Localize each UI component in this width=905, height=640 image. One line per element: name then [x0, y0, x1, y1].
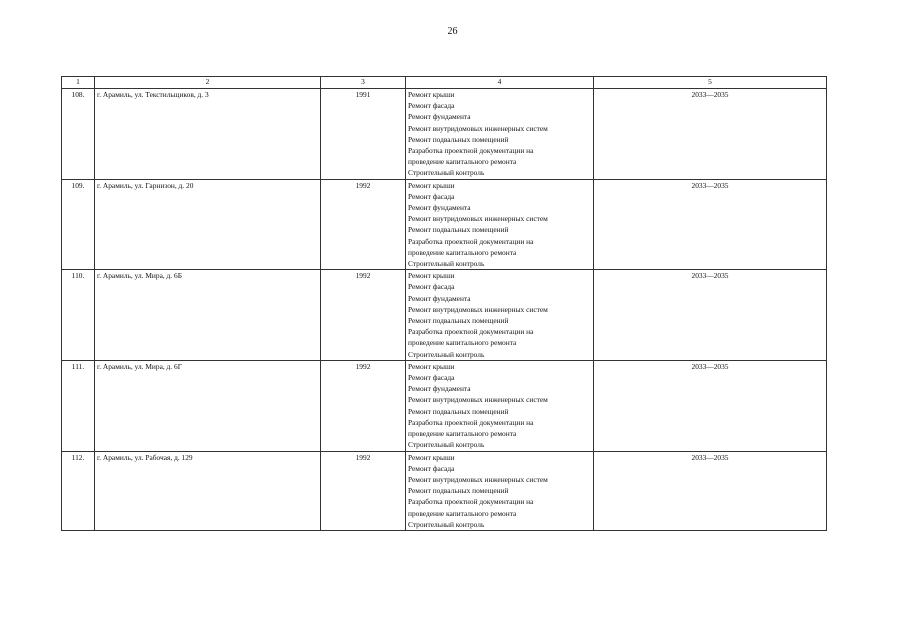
- row-address: г. Арамиль, ул. Гарнизон, д. 20: [95, 179, 321, 270]
- work-item: Ремонт крыши: [408, 361, 455, 371]
- row-year: 1992: [321, 179, 406, 270]
- work-item: Ремонт фасада: [408, 373, 455, 383]
- work-item: проведение капитального ремонта: [408, 508, 517, 518]
- work-item: Ремонт подвальных помещений: [408, 486, 509, 496]
- table-row: [62, 360, 827, 451]
- table-header: [62, 77, 827, 89]
- header-col-5: 5: [594, 77, 827, 89]
- work-item: Ремонт подвальных помещений: [408, 134, 509, 144]
- row-period: 2033—2035: [594, 360, 827, 451]
- row-number: 108.: [62, 89, 95, 180]
- work-item: Ремонт крыши: [408, 90, 455, 99]
- work-item: Разработка проектной документации на: [408, 236, 534, 246]
- row-period: 2033—2035: [594, 451, 827, 530]
- work-item: Разработка проектной документации на: [408, 417, 534, 427]
- table-row: [62, 89, 827, 180]
- work-item: Ремонт фасада: [408, 191, 455, 201]
- work-item: Строительный контроль: [408, 349, 485, 359]
- row-number: 112.: [62, 451, 95, 530]
- work-item: проведение капитального ремонта: [408, 338, 517, 348]
- header-col-1: 1: [62, 77, 95, 89]
- table-row: [62, 451, 827, 530]
- row-works: [406, 270, 594, 361]
- row-period: 2033—2035: [594, 270, 827, 361]
- work-item: Разработка проектной документации на: [408, 146, 534, 156]
- work-item: проведение капитального ремонта: [408, 247, 517, 257]
- row-works: [406, 179, 594, 270]
- row-address: г. Арамиль, ул. Рабочая, д. 129: [95, 451, 321, 530]
- work-item: Ремонт внутридомовых инженерных систем: [408, 304, 548, 314]
- work-item: Ремонт внутридомовых инженерных систем: [408, 214, 548, 224]
- work-item: Ремонт фасада: [408, 101, 455, 111]
- work-item: Ремонт фасада: [408, 463, 455, 473]
- work-item: Ремонт фасада: [408, 282, 455, 292]
- work-item: Ремонт внутридомовых инженерных систем: [408, 395, 548, 405]
- row-number: 111.: [62, 360, 95, 451]
- row-year: 1992: [321, 270, 406, 361]
- row-works: [406, 89, 594, 180]
- work-item: Строительный контроль: [408, 259, 485, 269]
- work-item: Ремонт крыши: [408, 452, 455, 462]
- table-row: [62, 179, 827, 270]
- header-col-3: 3: [321, 77, 406, 89]
- work-item: Ремонт фундамента: [408, 112, 471, 122]
- row-address: г. Арамиль, ул. Текстильщиков, д. 3: [95, 89, 321, 180]
- table-row: [62, 270, 827, 361]
- work-item: проведение капитального ремонта: [408, 429, 517, 439]
- work-item: Ремонт фундамента: [408, 203, 471, 213]
- work-item: проведение капитального ремонта: [408, 157, 517, 167]
- work-item: Ремонт фундамента: [408, 293, 471, 303]
- work-item: Ремонт подвальных помещений: [408, 316, 509, 326]
- work-item: Ремонт внутридомовых инженерных систем: [408, 123, 548, 133]
- row-period: 2033—2035: [594, 179, 827, 270]
- work-item: Строительный контроль: [408, 519, 485, 529]
- row-year: 1992: [321, 360, 406, 451]
- work-item: Ремонт подвальных помещений: [408, 406, 509, 416]
- row-address: г. Арамиль, ул. Мира, д. 6Б: [95, 270, 321, 361]
- header-col-2: 2: [95, 77, 321, 89]
- work-item: Ремонт подвальных помещений: [408, 225, 509, 235]
- work-item: Строительный контроль: [408, 440, 485, 450]
- row-year: 1991: [321, 89, 406, 180]
- row-works: [406, 451, 594, 530]
- work-item: Ремонт фундамента: [408, 384, 471, 394]
- work-item: Разработка проектной документации на: [408, 497, 534, 507]
- page-number: 26: [447, 26, 458, 37]
- row-works: [406, 360, 594, 451]
- header-row: [62, 77, 827, 89]
- work-item: Ремонт крыши: [408, 180, 455, 190]
- row-number: 110.: [62, 270, 95, 361]
- header-col-4: 4: [406, 77, 594, 89]
- work-item: Ремонт крыши: [408, 271, 455, 281]
- repair-schedule-table: [61, 76, 827, 531]
- work-item: Ремонт внутридомовых инженерных систем: [408, 474, 548, 484]
- row-year: 1992: [321, 451, 406, 530]
- row-number: 109.: [62, 179, 95, 270]
- work-item: Разработка проектной документации на: [408, 327, 534, 337]
- table-body: [62, 89, 827, 531]
- row-period: 2033—2035: [594, 89, 827, 180]
- work-item: Строительный контроль: [408, 168, 485, 178]
- row-address: г. Арамиль, ул. Мира, д. 6Г: [95, 360, 321, 451]
